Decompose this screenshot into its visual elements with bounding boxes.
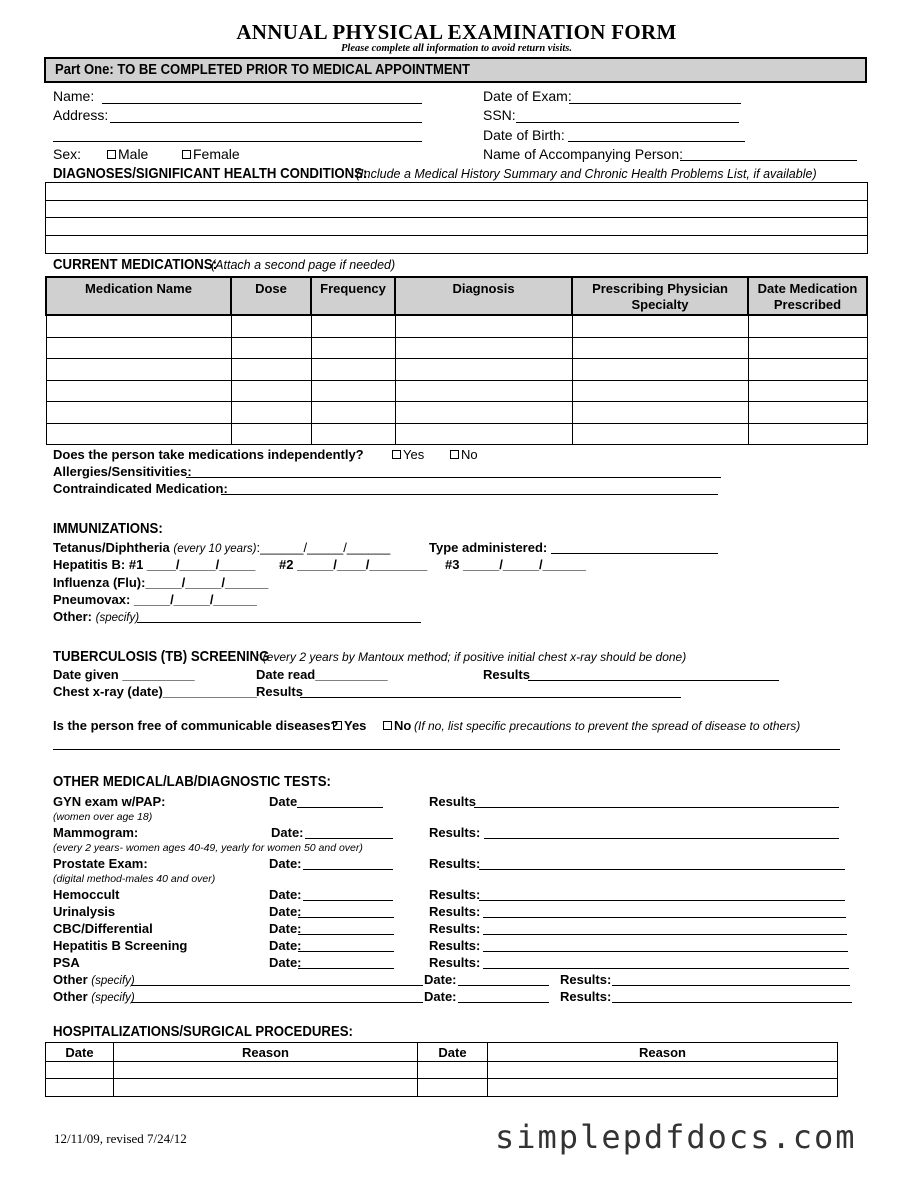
date-exam-label: Date of Exam: — [483, 88, 572, 104]
col-date-prescribed — [748, 277, 867, 315]
medication-row[interactable] — [46, 337, 867, 358]
communicable-no[interactable] — [383, 718, 411, 733]
mammogram-label: Mammogram: — [53, 825, 139, 840]
urinalysis-results-label: Results: — [429, 904, 481, 919]
address-label: Address: — [53, 107, 109, 123]
prostate-date-line[interactable] — [303, 869, 393, 870]
hospital-heading: HOSPITALIZATIONS/SURGICAL PROCEDURES: — [53, 1023, 353, 1040]
tests-header — [53, 773, 369, 791]
col-frequency: Frequency — [311, 277, 395, 315]
flu-row[interactable]: Influenza (Flu):_____/_____/______ — [53, 575, 269, 590]
col-diagnosis: Diagnosis — [395, 277, 572, 315]
hospital-col-reason-1: Reason — [114, 1043, 418, 1062]
medication-row[interactable] — [46, 401, 867, 423]
psa-results-line[interactable] — [483, 968, 849, 969]
chest-xray-results-label: Results — [256, 684, 303, 699]
test-other-2-note: (specify) — [91, 992, 135, 1004]
cbc-date-line[interactable] — [298, 934, 394, 935]
immunization-other-line[interactable] — [137, 622, 421, 623]
revision-date: 12/11/09, revised 7/24/12 — [54, 1131, 187, 1146]
dob-line[interactable] — [568, 141, 745, 142]
hemoccult-results-line[interactable] — [479, 900, 845, 901]
col-physician-line1: Prescribing Physician — [592, 281, 728, 296]
psa-date-line[interactable] — [298, 968, 394, 969]
immunization-other-note: (specify) — [95, 612, 140, 624]
accompanying-line[interactable] — [680, 160, 857, 161]
mammogram-results-line[interactable] — [484, 838, 839, 839]
medications-heading: CURRENT MEDICATIONS: — [53, 256, 218, 273]
col-date-line2: Prescribed — [773, 297, 842, 312]
communicable-precautions-line[interactable] — [53, 749, 840, 750]
part-one-label: Part One: TO BE COMPLETED PRIOR TO MEDICAL APPOINTMENT — [55, 62, 470, 78]
medications-header-row — [46, 277, 867, 315]
allergies-label: Allergies/Sensitivities: — [53, 464, 192, 479]
mammogram-note: (every 2 years- women ages 40-49, yearly for women 50 and over) — [53, 842, 363, 854]
test-other-1-date-line[interactable] — [458, 985, 549, 986]
hospital-row[interactable] — [46, 1079, 838, 1097]
test-other-1 — [53, 972, 135, 987]
hospital-header — [53, 1023, 394, 1041]
gyn-date-line[interactable] — [297, 807, 383, 808]
accompanying-label: Name of Accompanying Person: — [483, 146, 683, 162]
tb-results-label: Results — [483, 667, 530, 682]
hospital-header-row — [46, 1043, 838, 1062]
mammogram-results-label: Results: — [429, 825, 481, 840]
diagnoses-table — [45, 182, 868, 254]
type-admin-line[interactable] — [551, 553, 718, 554]
diagnoses-row[interactable] — [46, 201, 868, 218]
contraindicated-line[interactable] — [221, 494, 718, 495]
tb-date-read[interactable]: Date read__________ — [256, 667, 388, 682]
urinalysis-date-label: Date: — [269, 904, 302, 919]
chest-xray-date[interactable]: Chest x-ray (date)_____________ — [53, 684, 257, 699]
hepb-screening-results-label: Results: — [429, 938, 481, 953]
pneumovax-row[interactable]: Pneumovax: _____/_____/______ — [53, 592, 257, 607]
female-label: Female — [193, 146, 240, 162]
date-exam-line[interactable] — [569, 103, 741, 104]
independent-yes-checkbox[interactable] — [392, 450, 401, 459]
ssn-line[interactable] — [516, 122, 739, 123]
form-title: ANNUAL PHYSICAL EXAMINATION FORM — [236, 20, 677, 44]
immunizations-heading: IMMUNIZATIONS: — [53, 520, 163, 537]
cbc-results-line[interactable] — [483, 934, 847, 935]
test-other-2-results-label: Results: — [560, 989, 612, 1004]
sex-label: Sex: — [53, 146, 82, 162]
gyn-date-label: Date — [269, 794, 298, 809]
male-option[interactable] — [107, 146, 148, 162]
hospital-col-date-1: Date — [46, 1043, 114, 1062]
independent-yes[interactable] — [392, 447, 424, 462]
ssn-label: SSN: — [483, 107, 516, 123]
gyn-results-line[interactable] — [474, 807, 839, 808]
hospital-row[interactable] — [46, 1062, 838, 1079]
cbc-label: CBC/Differential — [53, 921, 153, 936]
allergies-line[interactable] — [186, 477, 721, 478]
test-other-1-date-label: Date: — [424, 972, 457, 987]
contraindicated-label: Contraindicated Medication: — [53, 481, 228, 496]
tetanus-row[interactable] — [53, 540, 390, 555]
cbc-results-label: Results: — [429, 921, 481, 936]
independent-question: Does the person take medications independently? — [53, 447, 364, 462]
hepb-dose2[interactable]: #2 _____/____/________ — [279, 557, 428, 572]
test-other-1-label: Other — [53, 972, 88, 987]
medications-note: (Attach a second page if needed) — [211, 258, 396, 272]
medication-row[interactable] — [46, 358, 867, 380]
test-other-2 — [53, 989, 135, 1004]
urinalysis-results-line[interactable] — [483, 917, 846, 918]
diagnoses-row[interactable] — [46, 218, 868, 236]
tb-heading: TUBERCULOSIS (TB) SCREENING — [53, 648, 270, 665]
hospital-col-reason-2: Reason — [488, 1043, 838, 1062]
test-other-2-date-line[interactable] — [458, 1002, 549, 1003]
col-dose: Dose — [231, 277, 311, 315]
medication-row[interactable] — [46, 315, 867, 337]
name-line[interactable] — [102, 103, 422, 104]
gyn-label: GYN exam w/PAP: — [53, 794, 166, 809]
communicable-question: Is the person free of communicable diseases? — [53, 718, 339, 733]
test-other-2-label: Other — [53, 989, 88, 1004]
diagnoses-note: (Include a Medical History Summary and Chronic Health Problems List, if available) — [356, 167, 817, 181]
col-date-line1: Date Medication — [757, 281, 858, 296]
psa-date-label: Date: — [269, 955, 302, 970]
independent-no[interactable] — [450, 447, 478, 462]
dob-label: Date of Birth: — [483, 127, 565, 143]
address-line[interactable] — [110, 122, 422, 123]
col-physician-line2: Specialty — [631, 297, 689, 312]
male-checkbox[interactable] — [107, 150, 116, 159]
test-other-2-results-line[interactable] — [612, 1002, 852, 1003]
diagnoses-row[interactable] — [46, 183, 868, 201]
communicable-no-label: No — [394, 718, 412, 733]
hemoccult-date-line[interactable] — [303, 900, 393, 901]
prostate-label: Prostate Exam: — [53, 856, 148, 871]
hepb-screening-label: Hepatitis B Screening — [53, 938, 188, 953]
independent-yes-label: Yes — [403, 447, 425, 462]
type-admin-label: Type administered: — [429, 540, 548, 555]
tb-date-given[interactable]: Date given __________ — [53, 667, 195, 682]
test-other-2-line[interactable] — [131, 1002, 423, 1003]
medications-table — [45, 276, 868, 445]
communicable-yes-checkbox[interactable] — [333, 721, 342, 730]
hepb-dose1[interactable]: Hepatitis B: #1 ____/_____/_____ — [53, 557, 256, 572]
diagnoses-heading: DIAGNOSES/SIGNIFICANT HEALTH CONDITIONS: — [53, 165, 368, 182]
gyn-note: (women over age 18) — [53, 811, 153, 823]
female-checkbox[interactable] — [182, 150, 191, 159]
part-one-banner — [44, 57, 867, 83]
prostate-results-label: Results: — [429, 856, 481, 871]
form-subtitle: Please complete all information to avoid return visits. — [341, 43, 572, 54]
test-other-1-line[interactable] — [131, 985, 423, 986]
immunization-other-row — [53, 609, 139, 624]
mammogram-date-line[interactable] — [305, 838, 393, 839]
prostate-results-line[interactable] — [479, 869, 845, 870]
hemoccult-date-label: Date: — [269, 887, 302, 902]
communicable-no-checkbox[interactable] — [383, 721, 392, 730]
male-label: Male — [118, 146, 149, 162]
medication-row[interactable] — [46, 380, 867, 401]
tetanus-fill[interactable]: :______/_____/______ — [256, 540, 391, 555]
tetanus-label: Tetanus/Diphtheria — [53, 540, 170, 555]
test-other-1-note: (specify) — [91, 975, 135, 987]
hospital-col-date-2: Date — [418, 1043, 488, 1062]
immunization-other-label: Other: — [53, 609, 92, 624]
female-option[interactable] — [182, 146, 240, 162]
tetanus-note: (every 10 years) — [173, 543, 257, 555]
watermark-logo: simplepdfdocs.com — [495, 1118, 857, 1156]
urinalysis-date-line[interactable] — [298, 917, 394, 918]
hepb-screening-results-line[interactable] — [483, 951, 848, 952]
hemoccult-label: Hemoccult — [53, 887, 120, 902]
name-label: Name: — [53, 88, 95, 104]
urinalysis-label: Urinalysis — [53, 904, 116, 919]
communicable-yes-label: Yes — [344, 718, 367, 733]
tests-heading: OTHER MEDICAL/LAB/DIAGNOSTIC TESTS: — [53, 773, 331, 790]
communicable-yes[interactable] — [333, 718, 366, 733]
test-other-2-date-label: Date: — [424, 989, 457, 1004]
prostate-date-label: Date: — [269, 856, 302, 871]
tb-note: : (every 2 years by Mantoux method; if positive initial chest x-ray should be done) — [256, 650, 687, 664]
independent-no-label: No — [461, 447, 478, 462]
hepb-dose3[interactable]: #3 _____/_____/______ — [445, 557, 586, 572]
hepb-screening-date-label: Date: — [269, 938, 302, 953]
test-other-1-results-line[interactable] — [612, 985, 850, 986]
prostate-note: (digital method-males 40 and over) — [53, 873, 216, 885]
col-physician — [572, 277, 748, 315]
mammogram-date-label: Date: — [271, 825, 304, 840]
immunizations-header — [53, 520, 178, 538]
psa-results-label: Results: — [429, 955, 481, 970]
gyn-results-label: Results — [429, 794, 476, 809]
cbc-date-label: Date: — [269, 921, 302, 936]
hospital-table — [45, 1042, 838, 1097]
diagnoses-row[interactable] — [46, 236, 868, 254]
independent-no-checkbox[interactable] — [450, 450, 459, 459]
tb-results-line[interactable] — [528, 680, 779, 681]
address-line-2[interactable] — [53, 141, 422, 142]
col-medication-name: Medication Name — [46, 277, 231, 315]
hemoccult-results-label: Results: — [429, 887, 481, 902]
test-other-1-results-label: Results: — [560, 972, 612, 987]
hepb-screening-date-line[interactable] — [298, 951, 394, 952]
psa-label: PSA — [53, 955, 80, 970]
chest-xray-results-line[interactable] — [300, 697, 681, 698]
medication-row[interactable] — [46, 423, 867, 444]
communicable-note: (If no, list specific precautions to prevent the spread of disease to others) — [414, 719, 801, 733]
